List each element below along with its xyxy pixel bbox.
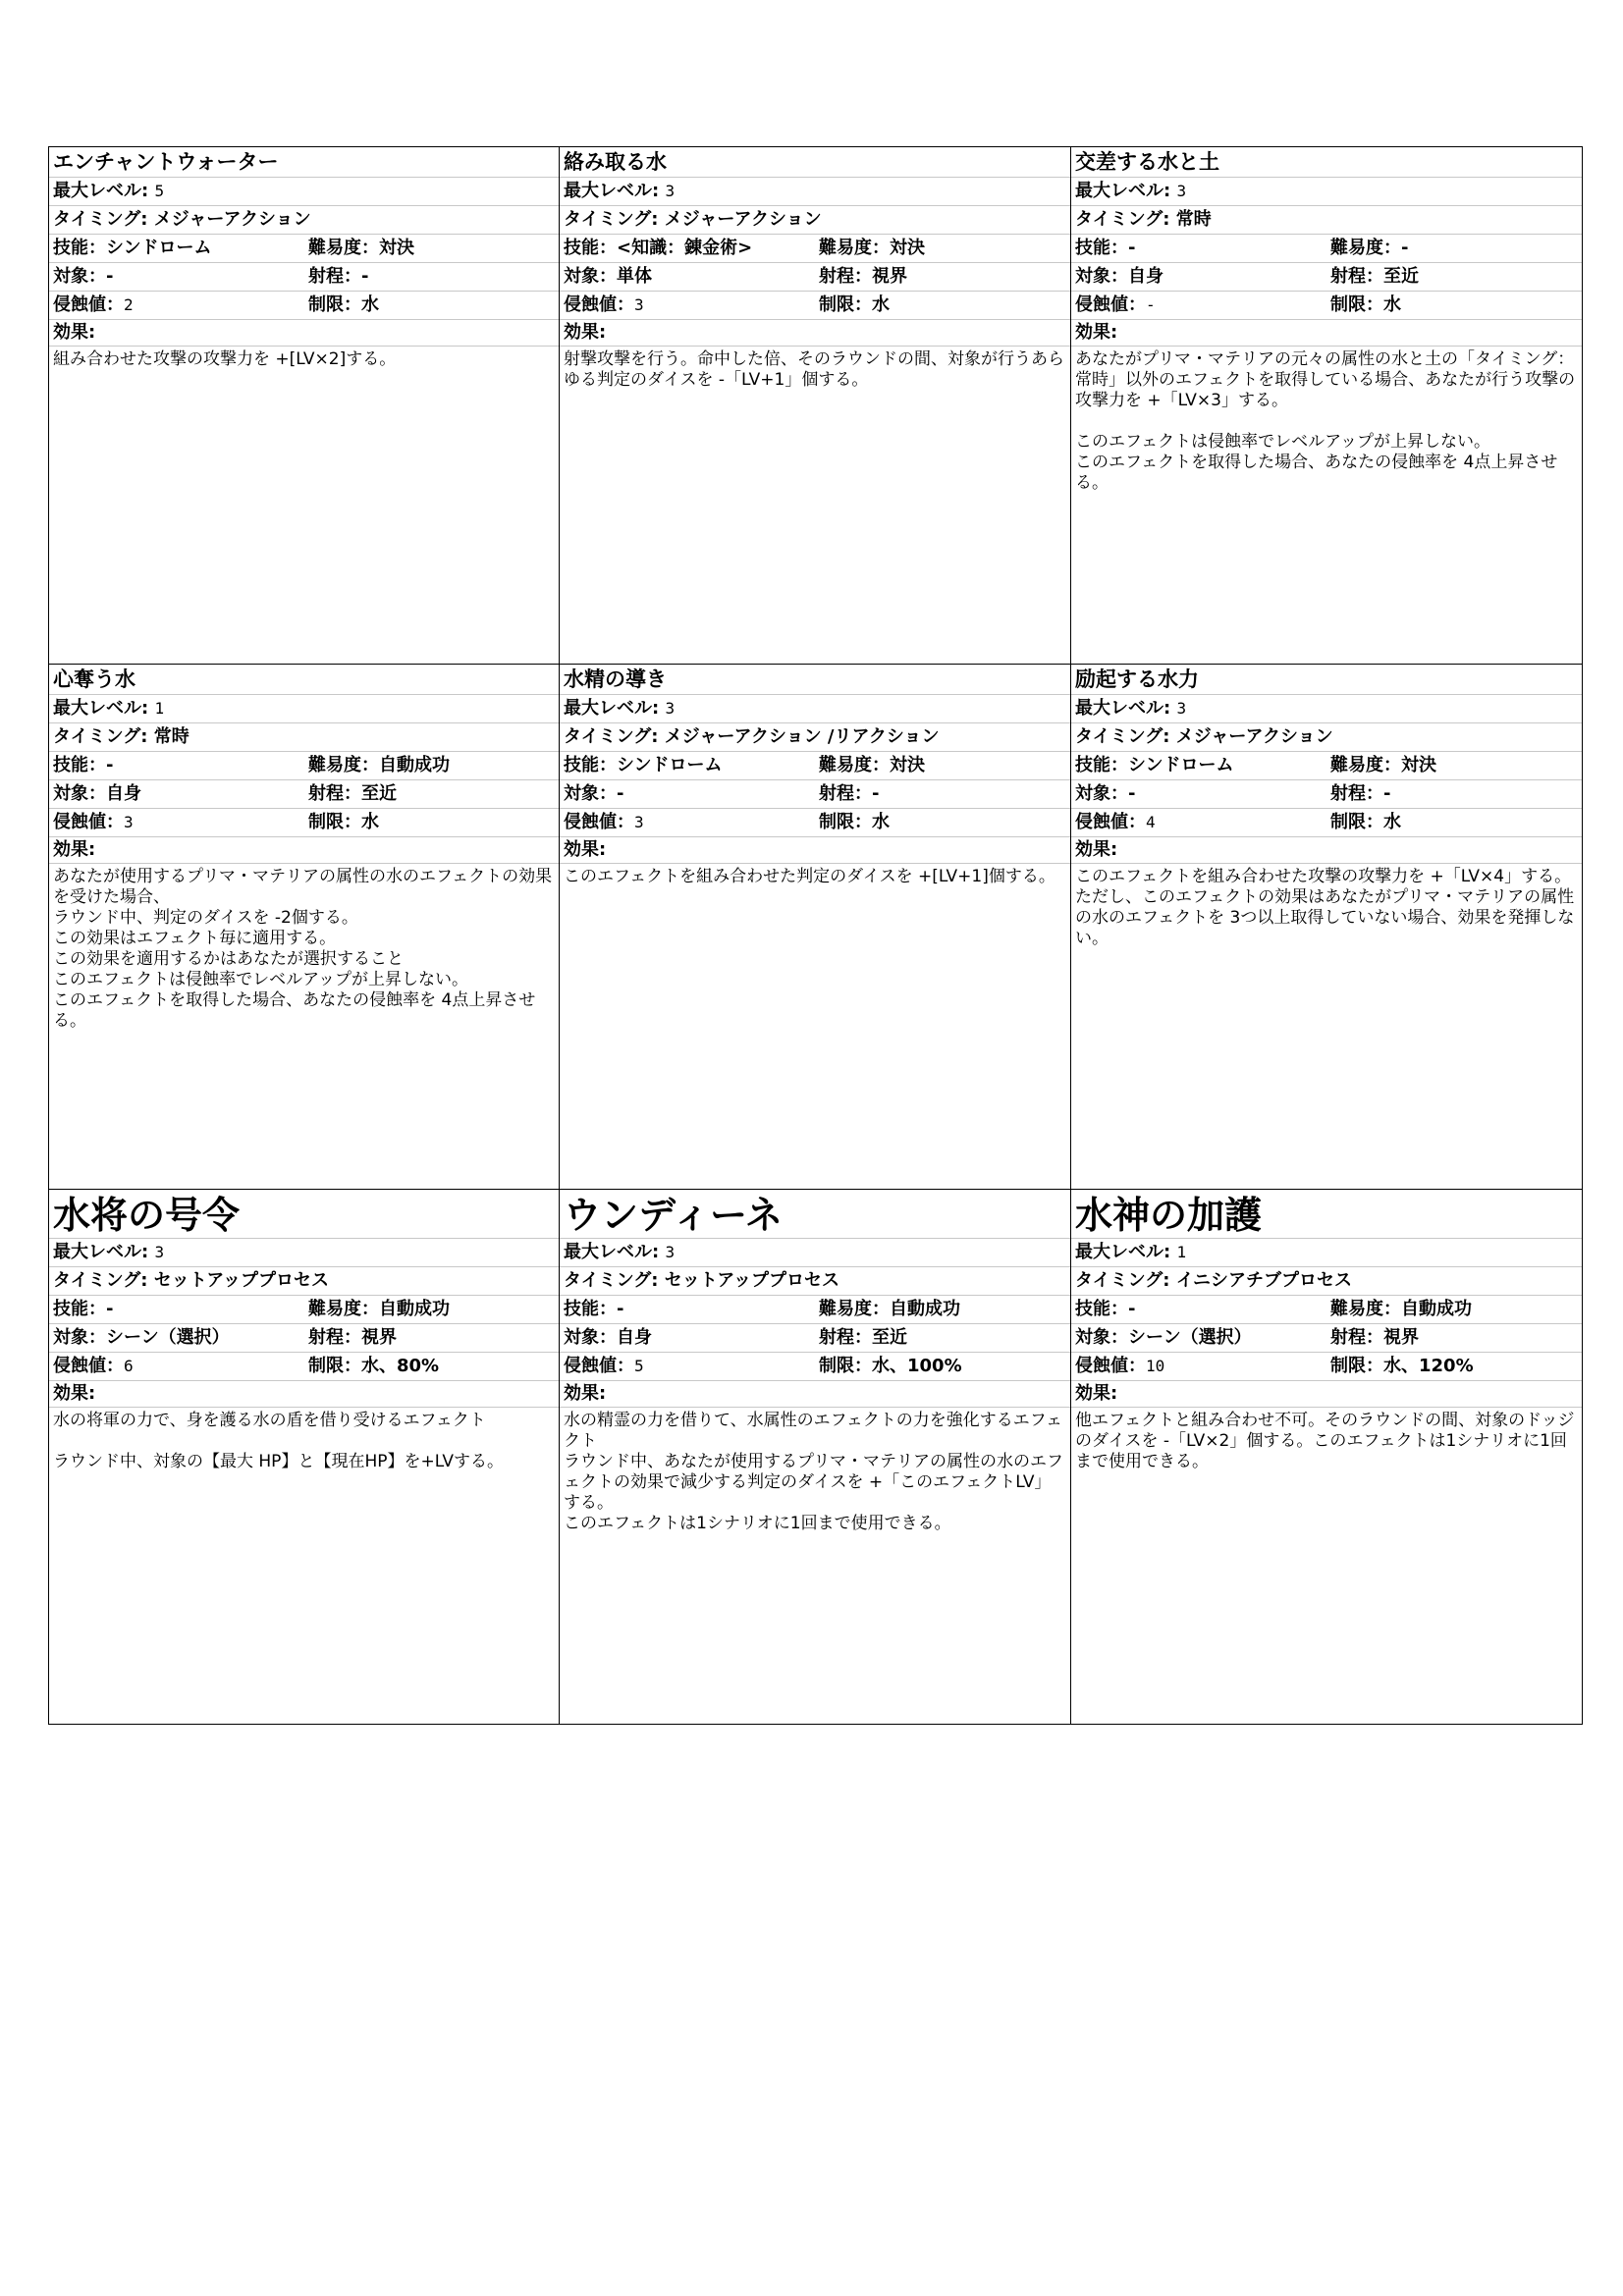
range-value: 視界 xyxy=(361,1327,397,1348)
target-label: 対象： xyxy=(53,266,106,287)
skill-value: - xyxy=(106,755,114,775)
skill-difficulty-row xyxy=(49,1296,559,1324)
limit-value: 水 xyxy=(1383,294,1401,315)
skill-value: - xyxy=(1128,1299,1136,1319)
max-level-value: 1 xyxy=(1176,1243,1187,1261)
effect-label: 効果: xyxy=(560,1381,1070,1408)
effect-card xyxy=(49,1190,560,1724)
erosion-cell xyxy=(560,1353,815,1380)
max-level-row xyxy=(49,695,559,723)
effect-card xyxy=(49,665,560,1190)
difficulty-cell xyxy=(304,235,559,262)
range-cell xyxy=(1326,780,1582,808)
range-value: 至近 xyxy=(872,1327,907,1348)
difficulty-cell xyxy=(815,752,1070,779)
target-cell xyxy=(560,263,815,291)
erosion-cell xyxy=(49,809,304,836)
difficulty-label: 難易度： xyxy=(1330,1299,1401,1319)
erosion-limit-row xyxy=(1071,809,1582,837)
timing-label: タイミング: xyxy=(564,726,659,747)
range-label: 射程： xyxy=(1330,266,1383,287)
target-range-row xyxy=(1071,263,1582,292)
range-value: 至近 xyxy=(1383,266,1419,287)
range-label: 射程： xyxy=(819,1327,872,1348)
effect-label: 効果: xyxy=(1071,320,1582,347)
difficulty-label: 難易度： xyxy=(819,1299,890,1319)
skill-difficulty-row xyxy=(560,1296,1070,1324)
range-value: - xyxy=(361,266,369,287)
skill-cell xyxy=(49,1296,304,1323)
erosion-cell xyxy=(1071,1353,1326,1380)
limit-value: 水 xyxy=(872,294,890,315)
timing-value: セットアッププロセス xyxy=(153,1270,329,1291)
erosion-label: 侵蝕値： xyxy=(53,812,124,832)
skill-difficulty-row xyxy=(1071,752,1582,780)
timing-label: タイミング: xyxy=(564,209,659,230)
range-cell xyxy=(1326,263,1582,291)
erosion-label: 侵蝕値： xyxy=(53,294,124,315)
limit-value: 水 xyxy=(361,812,379,832)
erosion-cell xyxy=(560,809,815,836)
target-label: 対象： xyxy=(564,1327,617,1348)
skill-cell xyxy=(560,752,815,779)
max-level-value: 3 xyxy=(1176,699,1187,718)
range-value: 至近 xyxy=(361,783,397,804)
effect-text: 水の精霊の力を借りて、水属性のエフェクトの力を強化するエフェクト ラウンド中、あなたが使用するプリマ・マテリアの属性の水のエフェクトの効果で減少する判定のダイスを +「このエフェクトLV」する。 このエフェクトは1シナリオに1回まで使用できる。 xyxy=(564,1411,1063,1533)
difficulty-cell xyxy=(1326,1296,1582,1323)
target-value: - xyxy=(106,266,114,287)
effect-name: エンチャントウォーター xyxy=(49,147,559,178)
erosion-cell xyxy=(560,292,815,319)
erosion-value: 6 xyxy=(124,1357,134,1375)
difficulty-label: 難易度： xyxy=(819,238,890,258)
timing-row xyxy=(49,1267,559,1296)
erosion-label: 侵蝕値： xyxy=(564,1356,634,1376)
target-label: 対象： xyxy=(1075,266,1128,287)
difficulty-label: 難易度： xyxy=(308,1299,379,1319)
max-level-label: 最大レベル: xyxy=(564,1242,660,1262)
range-label: 射程： xyxy=(308,783,361,804)
skill-label: 技能： xyxy=(564,755,617,775)
range-label: 射程： xyxy=(819,783,872,804)
limit-label: 制限： xyxy=(1330,294,1383,315)
target-range-row xyxy=(1071,780,1582,809)
limit-value: 水、120% xyxy=(1383,1356,1474,1376)
skill-cell xyxy=(1071,752,1326,779)
limit-label: 制限： xyxy=(1330,1356,1383,1376)
range-cell xyxy=(815,1324,1070,1352)
difficulty-value: 自動成功 xyxy=(890,1299,960,1319)
effect-card xyxy=(1071,665,1582,1190)
effect-text: このエフェクトを組み合わせた攻撃の攻撃力を +「LV×4」する。 ただし、このエフェクトの効果はあなたがプリマ・マテリアの属性の水のエフェクトを 3つ以上取得していない場合、効果を発揮しない。 xyxy=(1075,867,1575,948)
range-cell xyxy=(304,780,559,808)
erosion-value: 3 xyxy=(124,813,134,831)
skill-value: - xyxy=(1128,238,1136,258)
target-value: 自身 xyxy=(1128,266,1163,287)
difficulty-cell xyxy=(304,752,559,779)
effect-label: 効果: xyxy=(1071,1381,1582,1408)
target-range-row xyxy=(49,1324,559,1353)
effect-name: 水将の号令 xyxy=(49,1190,559,1239)
difficulty-label: 難易度： xyxy=(819,755,890,775)
range-cell xyxy=(815,263,1070,291)
timing-row xyxy=(1071,206,1582,235)
target-value: 自身 xyxy=(617,1327,652,1348)
max-level-row xyxy=(560,695,1070,723)
timing-label: タイミング: xyxy=(1075,209,1170,230)
limit-label: 制限： xyxy=(308,812,361,832)
timing-label: タイミング: xyxy=(564,1270,659,1291)
erosion-label: 侵蝕値： xyxy=(1075,294,1146,315)
erosion-cell xyxy=(1071,809,1326,836)
max-level-label: 最大レベル: xyxy=(564,181,660,201)
difficulty-value: 自動成功 xyxy=(379,1299,450,1319)
skill-value: シンドローム xyxy=(106,238,212,258)
max-level-value: 3 xyxy=(665,1243,676,1261)
difficulty-value: 対決 xyxy=(890,755,925,775)
skill-difficulty-row xyxy=(1071,235,1582,263)
timing-value: セットアッププロセス xyxy=(664,1270,839,1291)
erosion-limit-row xyxy=(1071,292,1582,320)
skill-difficulty-row xyxy=(1071,1296,1582,1324)
difficulty-value: 自動成功 xyxy=(1401,1299,1472,1319)
range-cell xyxy=(815,780,1070,808)
limit-value: 水、100% xyxy=(872,1356,962,1376)
skill-difficulty-row xyxy=(49,235,559,263)
limit-label: 制限： xyxy=(819,1356,872,1376)
max-level-label: 最大レベル: xyxy=(1075,1242,1171,1262)
target-range-row xyxy=(49,263,559,292)
target-label: 対象： xyxy=(564,266,617,287)
target-range-row xyxy=(560,780,1070,809)
limit-cell xyxy=(304,809,559,836)
skill-difficulty-row xyxy=(560,235,1070,263)
erosion-limit-row xyxy=(49,292,559,320)
timing-row xyxy=(560,1267,1070,1296)
max-level-row xyxy=(560,178,1070,206)
erosion-label: 侵蝕値： xyxy=(1075,812,1146,832)
target-cell xyxy=(49,1324,304,1352)
range-cell xyxy=(304,1324,559,1352)
limit-cell xyxy=(1326,292,1582,319)
target-label: 対象： xyxy=(564,783,617,804)
limit-label: 制限： xyxy=(819,812,872,832)
range-label: 射程： xyxy=(308,1327,361,1348)
erosion-value: 3 xyxy=(634,813,644,831)
max-level-row xyxy=(49,1239,559,1267)
effect-name: 心奪う水 xyxy=(49,665,559,695)
erosion-label: 侵蝕値： xyxy=(1075,1356,1146,1376)
limit-label: 制限： xyxy=(308,294,361,315)
max-level-row xyxy=(1071,1239,1582,1267)
timing-row xyxy=(1071,723,1582,752)
effect-text: 他エフェクトと組み合わせ不可。そのラウンドの間、対象のドッジのダイスを -「LV×2」個する。このエフェクトは1シナリオに1回まで使用できる。 xyxy=(1075,1411,1575,1471)
erosion-label: 侵蝕値： xyxy=(564,294,634,315)
range-value: 視界 xyxy=(872,266,907,287)
erosion-cell xyxy=(49,1353,304,1380)
erosion-value: 4 xyxy=(1146,813,1156,831)
range-label: 射程： xyxy=(308,266,361,287)
timing-label: タイミング: xyxy=(1075,726,1170,747)
target-cell xyxy=(560,780,815,808)
skill-cell xyxy=(560,1296,815,1323)
difficulty-value: 対決 xyxy=(890,238,925,258)
skill-difficulty-row xyxy=(49,752,559,780)
range-value: - xyxy=(1383,783,1391,804)
skill-value: - xyxy=(106,1299,114,1319)
effect-label: 効果: xyxy=(560,837,1070,864)
effect-name: 水神の加護 xyxy=(1071,1190,1582,1239)
effect-text: このエフェクトを組み合わせた判定のダイスを +[LV+1]個する。 xyxy=(564,867,1055,886)
limit-cell xyxy=(815,292,1070,319)
skill-value: - xyxy=(617,1299,624,1319)
skill-label: 技能： xyxy=(564,238,617,258)
target-value: - xyxy=(617,783,624,804)
limit-cell xyxy=(304,292,559,319)
effect-name: 励起する水力 xyxy=(1071,665,1582,695)
limit-value: 水 xyxy=(872,812,890,832)
target-range-row xyxy=(560,1324,1070,1353)
erosion-cell xyxy=(1071,292,1326,319)
max-level-row xyxy=(49,178,559,206)
erosion-limit-row xyxy=(560,292,1070,320)
limit-label: 制限： xyxy=(1330,812,1383,832)
target-cell xyxy=(1071,1324,1326,1352)
target-value: 単体 xyxy=(617,266,652,287)
max-level-row xyxy=(560,1239,1070,1267)
difficulty-label: 難易度： xyxy=(1330,238,1401,258)
max-level-value: 3 xyxy=(665,182,676,200)
effect-card xyxy=(560,1190,1071,1724)
skill-difficulty-row xyxy=(560,752,1070,780)
effect-card xyxy=(1071,147,1582,665)
max-level-row xyxy=(1071,178,1582,206)
skill-cell xyxy=(1071,235,1326,262)
effect-text: 組み合わせた攻撃の攻撃力を +[LV×2]する。 xyxy=(53,349,397,369)
limit-cell xyxy=(815,1353,1070,1380)
erosion-label: 侵蝕値： xyxy=(53,1356,124,1376)
difficulty-value: 対決 xyxy=(379,238,414,258)
erosion-value: 3 xyxy=(634,295,644,314)
limit-cell xyxy=(1326,809,1582,836)
limit-label: 制限： xyxy=(819,294,872,315)
limit-cell xyxy=(1326,1353,1582,1380)
erosion-limit-row xyxy=(560,809,1070,837)
skill-label: 技能： xyxy=(53,1299,106,1319)
timing-row xyxy=(1071,1267,1582,1296)
target-label: 対象： xyxy=(53,783,106,804)
timing-row xyxy=(560,206,1070,235)
limit-cell xyxy=(815,809,1070,836)
timing-value: 常時 xyxy=(1175,209,1212,230)
range-value: - xyxy=(872,783,880,804)
skill-label: 技能： xyxy=(53,238,106,258)
target-range-row xyxy=(1071,1324,1582,1353)
target-cell xyxy=(1071,780,1326,808)
limit-value: 水、80% xyxy=(361,1356,440,1376)
effect-label: 効果: xyxy=(49,1381,559,1408)
erosion-value: - xyxy=(1146,295,1156,314)
timing-label: タイミング: xyxy=(1075,1270,1170,1291)
erosion-value: 2 xyxy=(124,295,134,314)
skill-value: シンドローム xyxy=(617,755,723,775)
effect-card-grid xyxy=(48,146,1583,1725)
skill-value: シンドローム xyxy=(1128,755,1234,775)
max-level-label: 最大レベル: xyxy=(564,698,660,719)
skill-cell xyxy=(1071,1296,1326,1323)
max-level-label: 最大レベル: xyxy=(1075,181,1171,201)
max-level-value: 3 xyxy=(665,699,676,718)
skill-label: 技能： xyxy=(53,755,106,775)
effect-text: あなたがプリマ・マテリアの元々の属性の水と土の「タイミング：常時」以外のエフェクトを取得している場合、あなたが行う攻撃の攻撃力を +「LV×3」する。 このエフェクトは侵蝕率でレベルアップが上昇しない。 このエフェクトを取得した場合、あなたの侵蝕率を 4点上昇させる。 xyxy=(1075,349,1576,493)
difficulty-label: 難易度： xyxy=(308,755,379,775)
target-label: 対象： xyxy=(53,1327,106,1348)
effect-card xyxy=(1071,1190,1582,1724)
target-range-row xyxy=(49,780,559,809)
limit-value: 水 xyxy=(361,294,379,315)
range-label: 射程： xyxy=(1330,1327,1383,1348)
max-level-value: 3 xyxy=(154,1243,165,1261)
target-value: シーン（選択） xyxy=(106,1327,230,1348)
effect-name: 絡み取る水 xyxy=(560,147,1070,178)
effect-label: 効果: xyxy=(1071,837,1582,864)
difficulty-cell xyxy=(815,235,1070,262)
difficulty-cell xyxy=(1326,235,1582,262)
erosion-limit-row xyxy=(560,1353,1070,1381)
effect-card xyxy=(49,147,560,665)
erosion-limit-row xyxy=(49,809,559,837)
timing-value: イニシアチブプロセス xyxy=(1175,1270,1353,1291)
limit-value: 水 xyxy=(1383,812,1401,832)
skill-cell xyxy=(49,752,304,779)
target-cell xyxy=(49,780,304,808)
target-label: 対象： xyxy=(1075,1327,1128,1348)
range-value: 視界 xyxy=(1383,1327,1419,1348)
limit-cell xyxy=(304,1353,559,1380)
skill-cell xyxy=(560,235,815,262)
effect-label: 効果: xyxy=(49,837,559,864)
target-label: 対象： xyxy=(1075,783,1128,804)
timing-row xyxy=(560,723,1070,752)
erosion-value: 10 xyxy=(1146,1357,1165,1375)
target-cell xyxy=(560,1324,815,1352)
target-cell xyxy=(1071,263,1326,291)
difficulty-value: 自動成功 xyxy=(379,755,450,775)
skill-value: <知識：錬金術> xyxy=(617,238,753,258)
timing-value: メジャーアクション xyxy=(153,209,311,230)
target-value: 自身 xyxy=(106,783,141,804)
effect-text: あなたが使用するプリマ・マテリアの属性の水のエフェクトの効果を受けた場合、 ラウンド中、判定のダイスを -2個する。 この効果はエフェクト毎に適用する。 この効果を適用するかはあなたが選択すること このエフェクトは侵蝕率でレベルアップが上昇しない。 このエフェクトを取得した場合、あなたの侵蝕率を 4点上昇させる。 xyxy=(53,867,553,1031)
effect-label: 効果: xyxy=(560,320,1070,347)
timing-row xyxy=(49,206,559,235)
skill-label: 技能： xyxy=(1075,1299,1128,1319)
effect-text: 射撃攻撃を行う。命中した倍、そのラウンドの間、対象が行うあらゆる判定のダイスを -「LV+1」個する。 xyxy=(564,349,1064,390)
timing-value: メジャーアクション xyxy=(664,209,822,230)
difficulty-label: 難易度： xyxy=(1330,755,1401,775)
target-value: シーン（選択） xyxy=(1128,1327,1252,1348)
range-cell xyxy=(1326,1324,1582,1352)
timing-value: メジャーアクション /リアクション xyxy=(664,726,940,747)
max-level-label: 最大レベル: xyxy=(53,698,149,719)
erosion-limit-row xyxy=(1071,1353,1582,1381)
skill-label: 技能： xyxy=(1075,755,1128,775)
range-cell xyxy=(304,263,559,291)
erosion-label: 侵蝕値： xyxy=(564,812,634,832)
max-level-label: 最大レベル: xyxy=(1075,698,1171,719)
difficulty-value: 対決 xyxy=(1401,755,1436,775)
effect-name: 水精の導き xyxy=(560,665,1070,695)
max-level-row xyxy=(1071,695,1582,723)
target-value: - xyxy=(1128,783,1136,804)
range-label: 射程： xyxy=(1330,783,1383,804)
effect-label: 効果: xyxy=(49,320,559,347)
timing-value: メジャーアクション xyxy=(1175,726,1333,747)
limit-label: 制限： xyxy=(308,1356,361,1376)
effect-card xyxy=(560,147,1071,665)
difficulty-cell xyxy=(1326,752,1582,779)
effect-text: 水の将軍の力で、身を護る水の盾を借り受けるエフェクト ラウンド中、対象の【最大 HP】と【現在HP】を+LVする。 xyxy=(53,1411,504,1471)
effect-name: 交差する水と土 xyxy=(1071,147,1582,178)
skill-cell xyxy=(49,235,304,262)
difficulty-cell xyxy=(304,1296,559,1323)
erosion-cell xyxy=(49,292,304,319)
effect-card xyxy=(560,665,1071,1190)
max-level-value: 5 xyxy=(154,182,165,200)
target-cell xyxy=(49,263,304,291)
max-level-value: 1 xyxy=(154,699,165,718)
skill-label: 技能： xyxy=(564,1299,617,1319)
timing-label: タイミング: xyxy=(53,209,148,230)
skill-label: 技能： xyxy=(1075,238,1128,258)
range-label: 射程： xyxy=(819,266,872,287)
erosion-limit-row xyxy=(49,1353,559,1381)
timing-label: タイミング: xyxy=(53,726,148,747)
max-level-value: 3 xyxy=(1176,182,1187,200)
max-level-label: 最大レベル: xyxy=(53,1242,149,1262)
target-range-row xyxy=(560,263,1070,292)
timing-label: タイミング: xyxy=(53,1270,148,1291)
erosion-value: 5 xyxy=(634,1357,644,1375)
effect-name: ウンディーネ xyxy=(560,1190,1070,1239)
max-level-label: 最大レベル: xyxy=(53,181,149,201)
difficulty-value: - xyxy=(1401,238,1409,258)
difficulty-cell xyxy=(815,1296,1070,1323)
timing-row xyxy=(49,723,559,752)
timing-value: 常時 xyxy=(153,726,189,747)
difficulty-label: 難易度： xyxy=(308,238,379,258)
